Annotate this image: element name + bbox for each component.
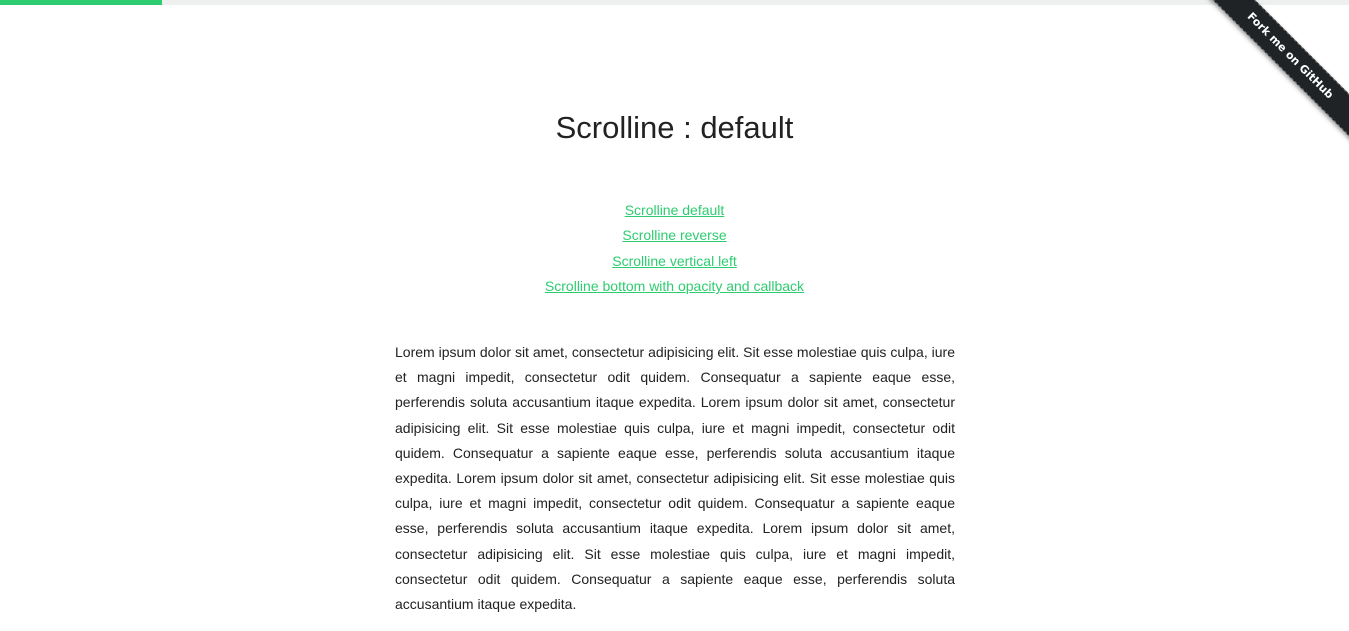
link-scrolline-vertical-left[interactable]: Scrolline vertical left: [612, 252, 737, 269]
link-scrolline-reverse[interactable]: Scrolline reverse: [622, 227, 727, 244]
nav-item: [0, 276, 1349, 301]
demo-nav: [0, 200, 1349, 302]
link-scrolline-bottom-opacity-callback[interactable]: Scrolline bottom with opacity and callback: [544, 278, 805, 295]
nav-item: [0, 251, 1349, 276]
page-title: Scrolline : default: [555, 110, 794, 145]
lorem-paragraph: Lorem ipsum dolor sit amet, consectetur adipisicing elit. Sit esse molestiae quis culpa, iure et magni impedit, consectetur odit quidem. Consequatur a sapiente eaque esse, perferendis soluta accusantium itaque expedita. Lorem ipsum dolor sit amet, consectetur adipisicing elit. Sit esse molestiae quis culpa, iure et magni impedit, consectetur odit quidem. Consequatur a sapiente eaque esse, perferendis soluta accusantium itaque expedita. Lorem ipsum dolor sit amet, consectetur adipisicing elit. Sit esse molestiae quis culpa, iure et magni impedit, consectetur odit quidem. Consequatur a sapiente eaque esse, perferendis soluta accusantium itaque expedita. Lorem ipsum dolor sit amet, consectetur adipisicing elit. Sit esse molestiae quis culpa, iure et magni impedit, consectetur odit quidem. Consequatur a sapiente eaque esse, perferendis soluta accusantium itaque expedita.: [395, 344, 955, 613]
nav-item: [0, 225, 1349, 250]
link-scrolline-default[interactable]: Scrolline default: [624, 202, 725, 218]
scrollline-progress-bar: [0, 0, 162, 5]
scrollline-track: [0, 0, 1349, 5]
fork-me-on-github-ribbon[interactable]: Fork me on GitHub: [1205, 0, 1349, 141]
nav-item: [0, 200, 1349, 225]
